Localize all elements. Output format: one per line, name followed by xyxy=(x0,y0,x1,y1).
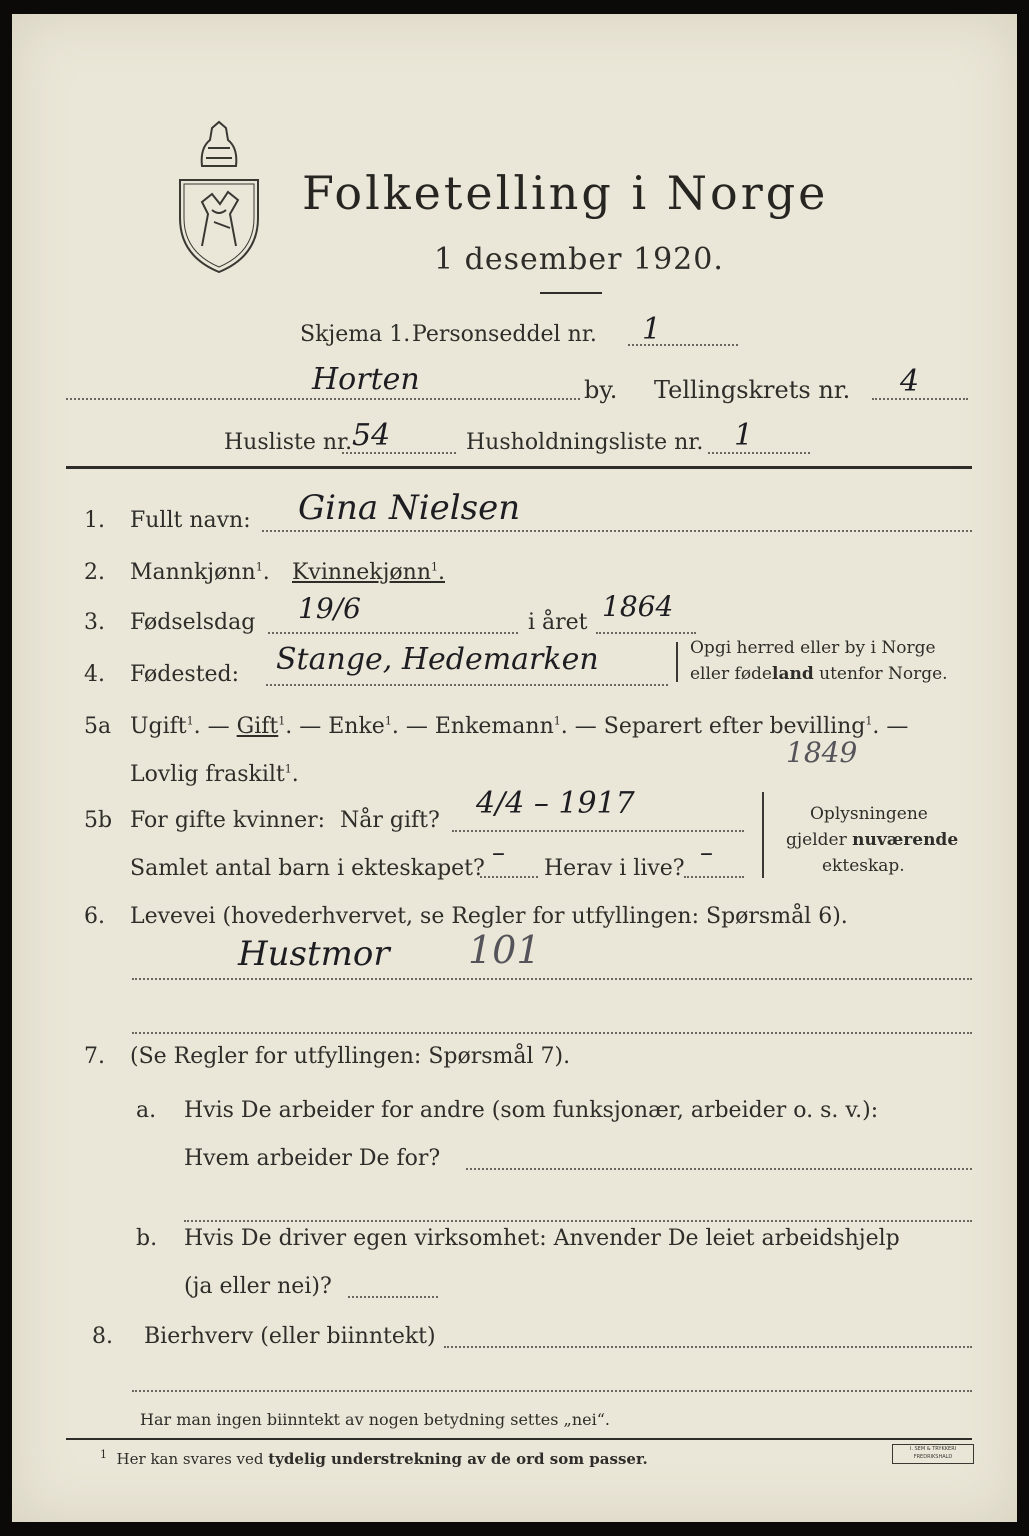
husholdning-value: 1 xyxy=(734,418,754,453)
q4-line xyxy=(266,684,668,686)
q5b-barn-line xyxy=(480,876,538,878)
q5a-margin-note: 1849 xyxy=(786,736,858,769)
q5b-note1: Oplysningene xyxy=(810,804,928,824)
footnote xyxy=(100,1448,648,1468)
q6-code: 101 xyxy=(468,928,541,972)
q5b-live-value: – xyxy=(700,838,713,868)
q4-value: Stange, Hedemarken xyxy=(276,642,599,677)
q1-line xyxy=(262,530,972,532)
q5b-barn-value: – xyxy=(492,838,505,868)
q8-number: 8. xyxy=(92,1324,113,1349)
q6-line2 xyxy=(132,1032,972,1034)
tellingskrets-line xyxy=(872,398,968,400)
q5b-label: For gifte kvinner: xyxy=(130,808,326,833)
q5b-note2-b: nuværende xyxy=(852,830,959,850)
q5b-naar-value: 4/4 – 1917 xyxy=(476,786,635,821)
q3-label: Fødselsdag xyxy=(130,610,256,635)
q6-line1 xyxy=(132,978,972,980)
q5b-brace xyxy=(762,792,764,878)
husliste-label: Husliste nr. xyxy=(224,430,353,455)
q7a-question: Hvem arbeider De for? xyxy=(184,1146,441,1171)
title-divider xyxy=(540,292,602,294)
q7-label: (Se Regler for utfyllingen: Spørsmål 7). xyxy=(130,1044,571,1069)
husholdning-line xyxy=(708,452,810,454)
gift-option: Gift xyxy=(236,714,279,739)
q4-note2-a: eller føde xyxy=(690,664,772,684)
q7a-line2 xyxy=(184,1220,972,1222)
town-line xyxy=(66,398,580,400)
q7b-line xyxy=(348,1296,438,1298)
footer-note: Har man ingen biinntekt av nogen betydning settes „nei“. xyxy=(140,1410,610,1429)
sep-2: — xyxy=(299,714,322,739)
census-form xyxy=(12,14,1017,1522)
q4-note-line1: Opgi herred eller by i Norge xyxy=(690,638,936,658)
mann-option: Mannkjønn xyxy=(130,560,256,585)
q3-year-line xyxy=(596,632,696,634)
q3-year-value: 1864 xyxy=(602,590,674,623)
q4-note2-b: land xyxy=(772,664,814,684)
q5a-fraskilt: Lovlig fraskilt$^1$. xyxy=(130,762,299,787)
q5b-naar-line xyxy=(452,830,744,832)
q6-label: Levevei (hovederhvervet, se Regler for utfyllingen: Spørsmål 6). xyxy=(130,904,848,929)
q5b-note2-a: gjelder xyxy=(786,830,853,850)
q7a-line1 xyxy=(466,1168,972,1170)
q8-label: Bierhverv (eller biinntekt) xyxy=(144,1324,436,1349)
q5a-options: Ugift$^1$. — Gift$^1$. — Enke$^1$. — Enkemann$^1$. — Separert efter bevilling$^1$. — xyxy=(130,714,909,739)
q4-note-line2 xyxy=(690,664,948,684)
q8-line1 xyxy=(444,1346,972,1348)
q5b-naar-label: Når gift? xyxy=(340,808,440,833)
q4-brace xyxy=(676,642,678,682)
husholdning-label: Husholdningsliste nr. xyxy=(466,430,704,455)
q3-year-label: i året xyxy=(528,610,588,635)
footnote-rule xyxy=(66,1438,972,1440)
q6-value: Hustmor xyxy=(238,934,390,974)
husliste-value: 54 xyxy=(352,418,391,453)
sep-3: — xyxy=(405,714,428,739)
personseddel-label: Personseddel nr. xyxy=(412,322,597,347)
coat-of-arms-icon xyxy=(172,118,266,276)
q4-label: Fødested: xyxy=(130,662,240,687)
q1-value: Gina Nielsen xyxy=(298,488,521,528)
q4-note2-c: utenfor Norge. xyxy=(813,664,948,684)
q7-number: 7. xyxy=(84,1044,105,1069)
footnote-text-a: Her kan svares ved xyxy=(116,1450,269,1468)
q5b-barn-label: Samlet antal barn i ekteskapet? xyxy=(130,856,485,881)
sep-1: — xyxy=(207,714,230,739)
q5b-note3: ekteskap. xyxy=(822,856,905,876)
q3-line xyxy=(268,632,518,634)
header-rule xyxy=(66,466,972,469)
q7b-label: Hvis De driver egen virksomhet: Anvender De leiet arbeidshjelp xyxy=(184,1226,900,1251)
q7b-question: (ja eller nei)? xyxy=(184,1274,332,1299)
by-label: by. xyxy=(584,376,618,404)
skjema-label: Skjema 1. xyxy=(300,322,411,347)
tellingskrets-label: Tellingskrets nr. xyxy=(654,376,851,404)
q4-number: 4. xyxy=(84,662,105,687)
town-value: Horten xyxy=(312,362,420,397)
q5b-live-label: Herav i live? xyxy=(544,856,685,881)
q1-number: 1. xyxy=(84,508,105,533)
separert-option: Separert efter bevilling xyxy=(603,714,866,739)
ugift-option: Ugift xyxy=(130,714,187,739)
q5a-number: 5a xyxy=(84,714,112,739)
q3-value: 19/6 xyxy=(298,592,361,625)
enkemann-option: Enkemann xyxy=(434,714,554,739)
q5b-number: 5b xyxy=(84,808,113,833)
q1-label: Fullt navn: xyxy=(130,508,251,533)
q5b-note2 xyxy=(786,830,958,850)
q2-kvinne: Kvinnekjønn$^1$. xyxy=(292,560,445,585)
printer-stamp xyxy=(892,1444,974,1464)
census-date: 1 desember 1920. xyxy=(434,242,724,277)
q6-number: 6. xyxy=(84,904,105,929)
q7a-label: Hvis De arbeider for andre (som funksjonær, arbeider o. s. v.): xyxy=(184,1098,879,1123)
personseddel-value: 1 xyxy=(642,312,662,347)
sep-5: — xyxy=(886,714,909,739)
q3-number: 3. xyxy=(84,610,105,635)
footnote-number: 1 xyxy=(100,1448,107,1461)
printer-text: I. SEM & TRYKKERI FREDRIKSHALD xyxy=(909,1446,957,1460)
fraskilt-option: Lovlig fraskilt xyxy=(130,762,285,787)
q7a-number: a. xyxy=(136,1098,157,1123)
q2-number: 2. xyxy=(84,560,105,585)
q8-line2 xyxy=(132,1390,972,1392)
q7b-number: b. xyxy=(136,1226,158,1251)
form-title: Folketelling i Norge xyxy=(302,166,829,220)
footnote-text-b: tydelig understrekning av de ord som passer. xyxy=(268,1450,648,1468)
q5b-live-line xyxy=(684,876,744,878)
enke-option: Enke xyxy=(328,714,385,739)
tellingskrets-value: 4 xyxy=(900,364,920,399)
kvinne-option: Kvinnekjønn xyxy=(292,560,431,585)
sep-4: — xyxy=(574,714,597,739)
q2-mann: Mannkjønn$^1$. xyxy=(130,560,270,585)
